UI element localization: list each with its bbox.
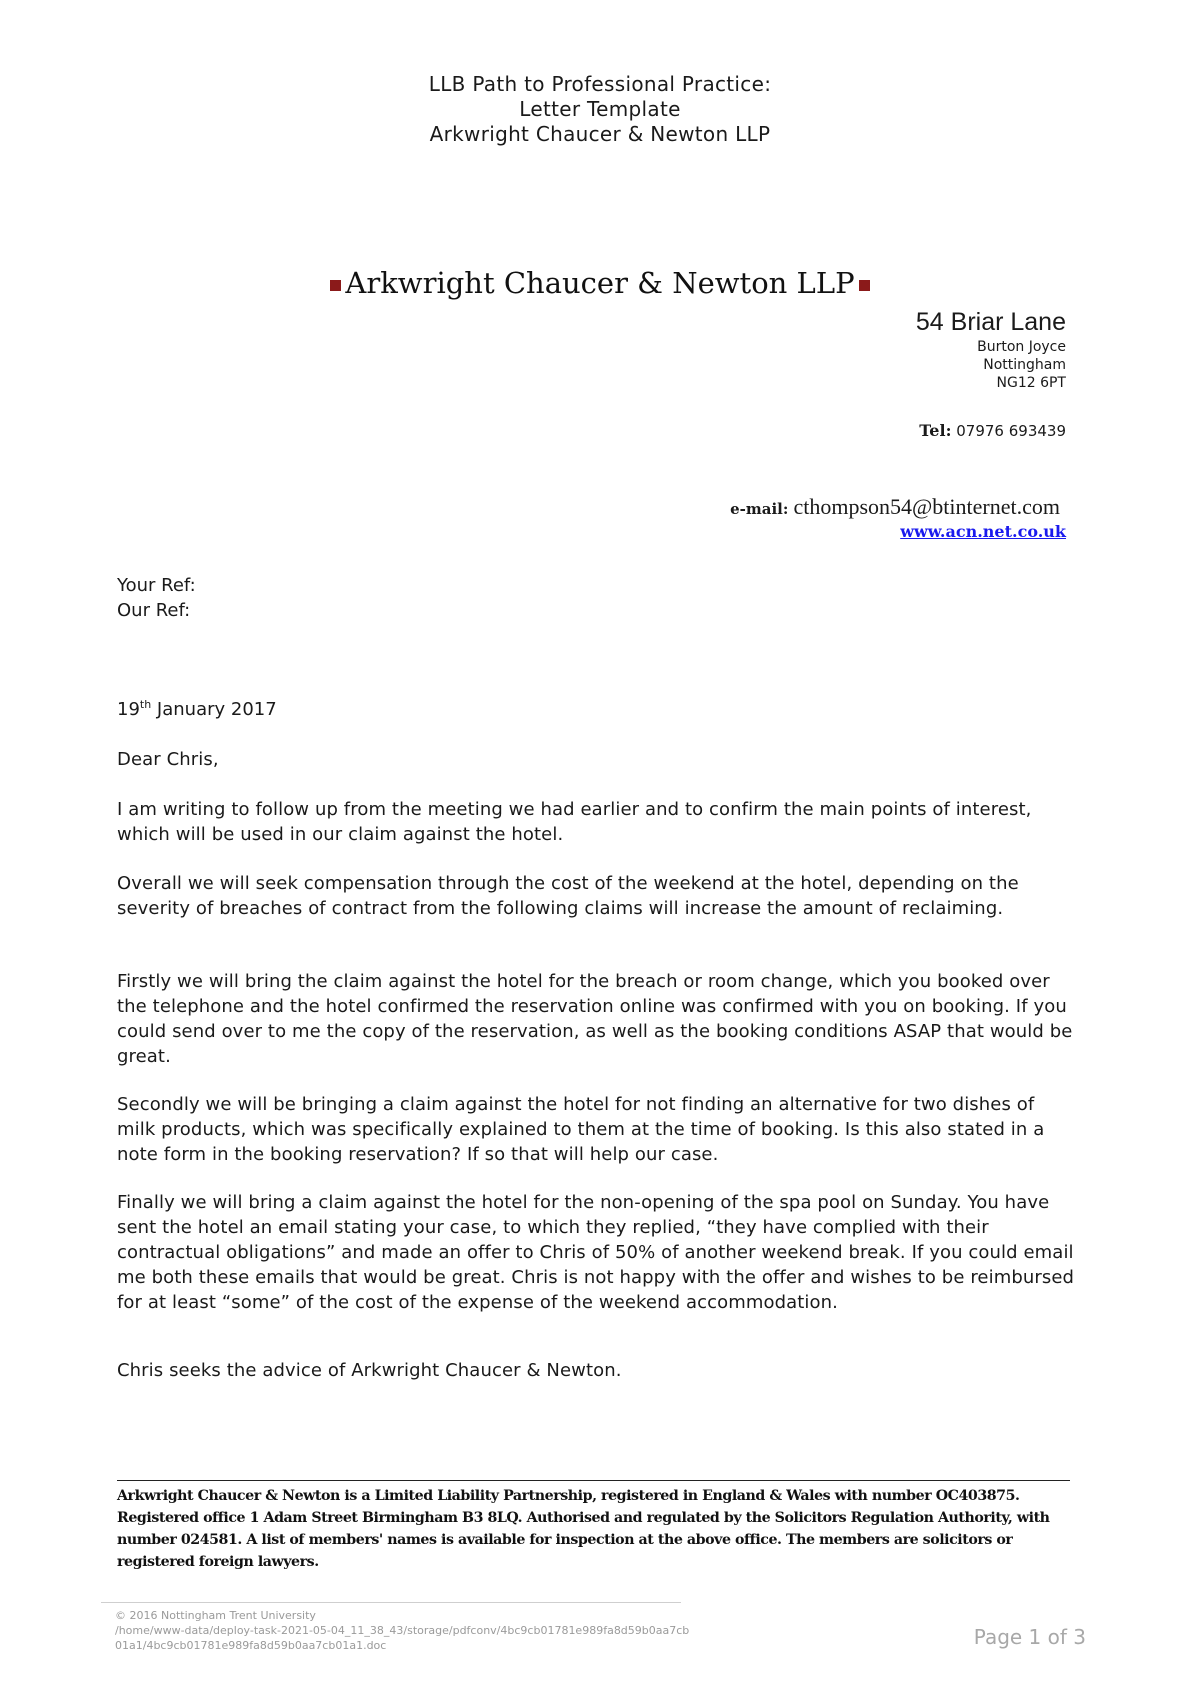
address-block xyxy=(977,338,1066,392)
paragraph-3: Firstly we will bring the claim against the hotel for the breach or room change, which you booked over the telephone and the hotel confirmed the reservation online was confirmed with you on booking. If you could send over to me the copy of the reservation, as well as the booking conditions ASAP that would be great. xyxy=(117,971,1073,1067)
copyright-divider xyxy=(101,1602,681,1603)
title-line-2: Letter Template xyxy=(519,97,681,121)
email-value: cthompson54@btinternet.com xyxy=(793,494,1060,519)
tel-label: Tel: xyxy=(919,421,952,440)
date-suffix: th xyxy=(139,698,152,711)
address-city: Nottingham xyxy=(983,357,1066,373)
square-bullet-icon xyxy=(859,280,870,291)
telephone xyxy=(919,421,1066,440)
firm-name-text: Arkwright Chaucer & Newton LLP xyxy=(345,266,855,300)
address-postcode: NG12 6PT xyxy=(996,375,1066,391)
copyright-text: © 2016 Nottingham Trent University xyxy=(115,1609,316,1622)
letter-date xyxy=(117,698,277,720)
footer-legal: Arkwright Chaucer & Newton is a Limited Liability Partnership, registered in England & Wales with number OC403875. Registered office 1 Adam Street Birmingham B3 8LQ. Authorised and regulated by the Solicitors Regulation Authority, with number 024581. A list of members' names is available for inspection at the above office. The members are solicitors or registered foreign lawyers. xyxy=(117,1488,1050,1570)
letterhead-firm-name xyxy=(0,266,1200,300)
date-day: 19 xyxy=(117,699,140,720)
date-rest: January 2017 xyxy=(151,699,277,720)
email xyxy=(730,494,1060,520)
file-path: /home/www-data/deploy-task-2021-05-04_11_38_43/storage/pdfconv/4bc9cb01781e989fa8d59b0aa7cb01a1/4bc9cb01781e989fa8d59b0aa7cb01a1.doc xyxy=(115,1624,690,1652)
footer-divider xyxy=(117,1480,1070,1481)
salutation: Dear Chris, xyxy=(117,749,219,770)
address-locality: Burton Joyce xyxy=(977,339,1066,355)
your-ref: Your Ref: xyxy=(117,575,196,596)
website-link[interactable]: www.acn.net.co.uk xyxy=(900,522,1066,541)
paragraph-4: Secondly we will be bringing a claim against the hotel for not finding an alternative for two dishes of milk products, which was specifically explained to them at the time of booking. Is this also stated in a note form in the booking reservation? If so that will help our case. xyxy=(117,1094,1045,1165)
email-label: e-mail: xyxy=(730,500,789,518)
paragraph-6: Chris seeks the advice of Arkwright Chaucer & Newton. xyxy=(117,1360,622,1381)
tel-value: 07976 693439 xyxy=(956,422,1066,440)
address-street: 54 Briar Lane xyxy=(915,308,1066,336)
title-line-3: Arkwright Chaucer & Newton LLP xyxy=(429,122,771,146)
paragraph-5: Finally we will bring a claim against the hotel for the non-opening of the spa pool on Sunday. You have sent the hotel an email stating your case, to which they replied, “they have complied with their contractual obligations” and made an offer to Chris of 50% of another weekend break. If you could email me both these emails that would be great. Chris is not happy with the offer and wishes to be reimbursed for at least “some” of the cost of the expense of the weekend accommodation. xyxy=(117,1192,1075,1313)
document-title xyxy=(0,72,1200,147)
references xyxy=(117,573,196,623)
title-line-1: LLB Path to Professional Practice: xyxy=(428,72,772,96)
paragraph-1: I am writing to follow up from the meeting we had earlier and to confirm the main points of interest, which will be used in our claim against the hotel. xyxy=(117,799,1032,845)
page-number: Page 1 of 3 xyxy=(973,1625,1086,1649)
square-bullet-icon xyxy=(330,280,341,291)
paragraph-2: Overall we will seek compensation through the cost of the weekend at the hotel, depending on the severity of breaches of contract from the following claims will increase the amount of reclaiming. xyxy=(117,873,1019,919)
our-ref: Our Ref: xyxy=(117,600,191,621)
copyright-block xyxy=(115,1608,695,1653)
